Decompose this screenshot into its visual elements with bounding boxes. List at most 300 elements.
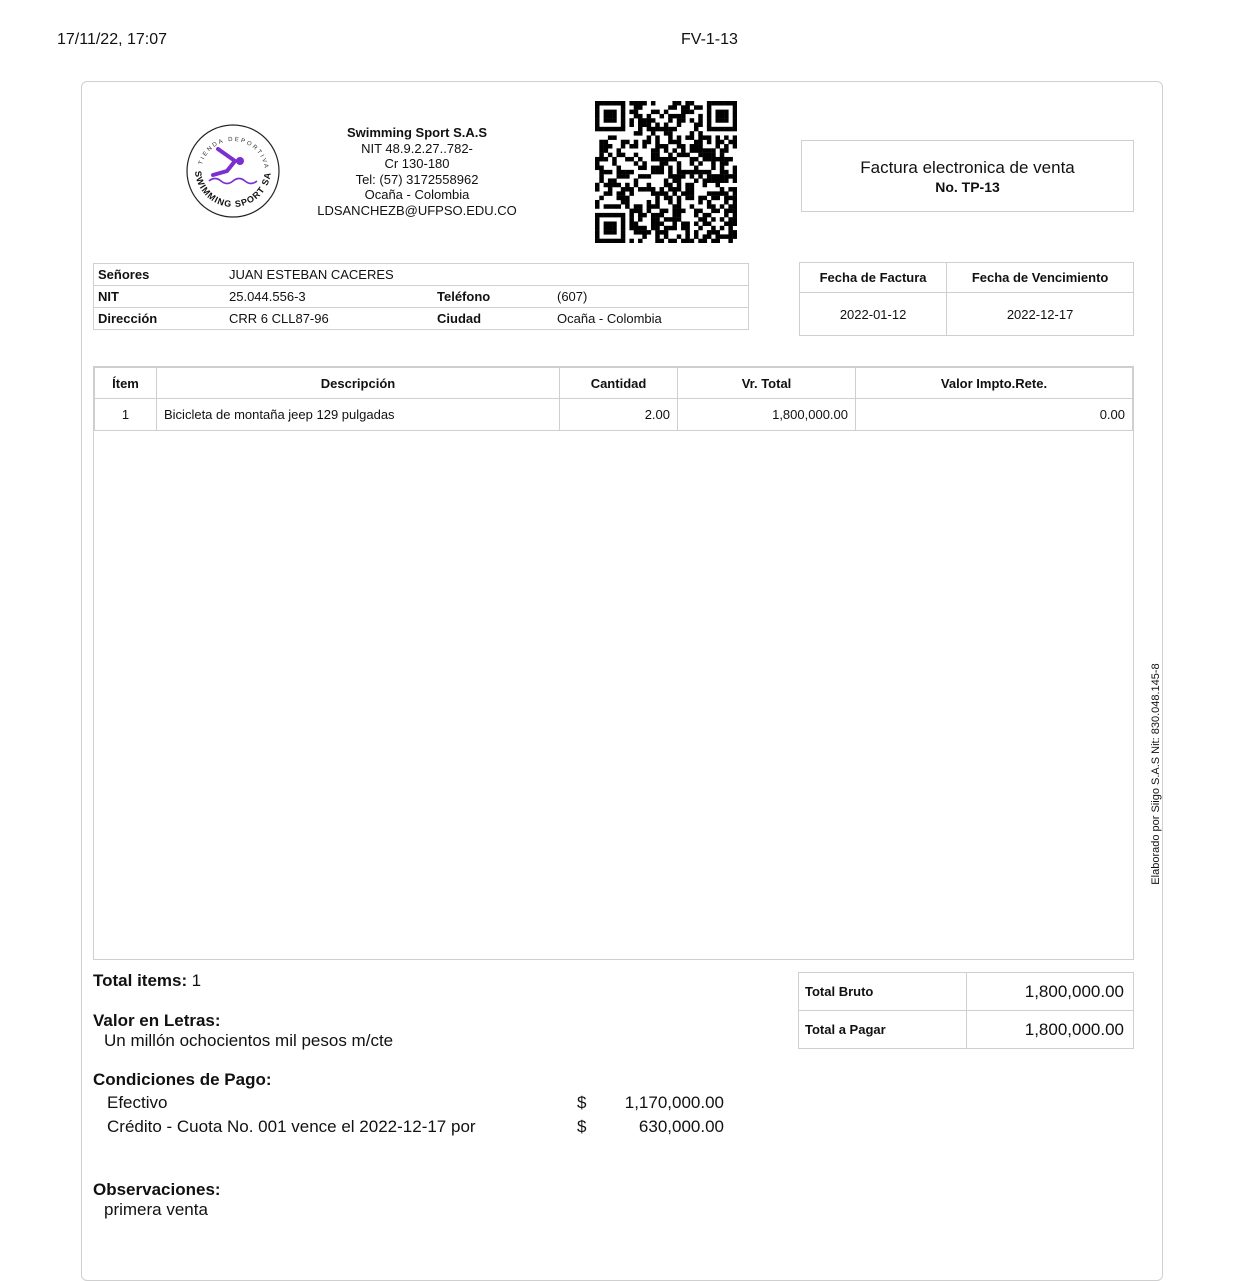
qr-module bbox=[629, 191, 634, 196]
qr-module bbox=[677, 200, 682, 205]
qr-module bbox=[625, 174, 630, 179]
qr-module bbox=[621, 140, 626, 145]
qr-module bbox=[685, 230, 690, 235]
qr-module bbox=[720, 170, 725, 175]
qr-module bbox=[720, 178, 725, 183]
qr-module bbox=[690, 144, 695, 149]
qr-module bbox=[664, 234, 669, 239]
qr-module bbox=[651, 166, 656, 171]
qr-module bbox=[690, 170, 695, 175]
qr-module bbox=[677, 123, 682, 128]
qr-module bbox=[621, 170, 626, 175]
qr-module bbox=[638, 187, 643, 192]
total-pagar-label: Total a Pagar bbox=[799, 1011, 967, 1049]
qr-module bbox=[707, 127, 712, 132]
qr-module bbox=[715, 191, 720, 196]
qr-module bbox=[595, 226, 600, 231]
qr-module bbox=[677, 153, 682, 158]
qr-module bbox=[720, 110, 725, 115]
qr-module bbox=[608, 127, 613, 132]
qr-module bbox=[668, 217, 673, 222]
qr-module bbox=[604, 148, 609, 153]
qr-module bbox=[672, 157, 677, 162]
qr-module bbox=[664, 196, 669, 201]
qr-module bbox=[634, 178, 639, 183]
qr-module bbox=[634, 226, 639, 231]
qr-module bbox=[621, 153, 626, 158]
totals-table bbox=[798, 972, 1134, 1049]
qr-module bbox=[711, 204, 716, 209]
qr-module bbox=[677, 178, 682, 183]
qr-module bbox=[681, 114, 686, 119]
qr-module bbox=[625, 204, 630, 209]
qr-module bbox=[685, 191, 690, 196]
qr-module bbox=[642, 140, 647, 145]
qr-module bbox=[698, 118, 703, 123]
qr-module bbox=[711, 157, 716, 162]
qr-module bbox=[711, 166, 716, 171]
qr-module bbox=[698, 123, 703, 128]
qr-module bbox=[625, 140, 630, 145]
qr-module bbox=[728, 101, 733, 106]
qr-module bbox=[660, 161, 665, 166]
qr-module bbox=[599, 144, 604, 149]
qr-module bbox=[672, 209, 677, 214]
pago-currency-0: $ bbox=[577, 1093, 587, 1112]
qr-module bbox=[698, 196, 703, 201]
qr-module bbox=[677, 187, 682, 192]
qr-module bbox=[672, 191, 677, 196]
qr-module bbox=[599, 170, 604, 175]
qr-module bbox=[664, 131, 669, 136]
qr-module bbox=[672, 213, 677, 218]
qr-module bbox=[655, 230, 660, 235]
qr-module bbox=[651, 204, 656, 209]
qr-module bbox=[715, 174, 720, 179]
qr-module bbox=[703, 157, 708, 162]
qr-module bbox=[711, 101, 716, 106]
qr-module bbox=[604, 230, 609, 235]
qr-module bbox=[629, 144, 634, 149]
qr-module bbox=[660, 157, 665, 162]
qr-module bbox=[707, 118, 712, 123]
qr-module bbox=[681, 144, 686, 149]
qr-module bbox=[655, 157, 660, 162]
qr-module bbox=[621, 110, 626, 115]
qr-module bbox=[685, 221, 690, 226]
qr-module bbox=[694, 234, 699, 239]
qr-module bbox=[660, 221, 665, 226]
qr-module bbox=[655, 200, 660, 205]
qr-module bbox=[664, 191, 669, 196]
qr-module bbox=[668, 183, 673, 188]
qr-module bbox=[715, 118, 720, 123]
qr-module bbox=[621, 144, 626, 149]
qr-module bbox=[694, 140, 699, 145]
qr-module bbox=[647, 174, 652, 179]
qr-module bbox=[707, 114, 712, 119]
qr-module bbox=[642, 123, 647, 128]
qr-module bbox=[690, 187, 695, 192]
qr-module bbox=[664, 157, 669, 162]
qr-module bbox=[664, 209, 669, 214]
ciudad-label: Ciudad bbox=[433, 308, 553, 330]
qr-module bbox=[720, 234, 725, 239]
qr-module bbox=[685, 226, 690, 231]
senores-value: JUAN ESTEBAN CACERES bbox=[225, 264, 749, 286]
qr-module bbox=[707, 110, 712, 115]
qr-module bbox=[595, 123, 600, 128]
qr-module bbox=[724, 148, 729, 153]
qr-module bbox=[677, 213, 682, 218]
qr-module bbox=[638, 213, 643, 218]
qr-module bbox=[655, 213, 660, 218]
qr-module bbox=[621, 196, 626, 201]
qr-module bbox=[707, 148, 712, 153]
qr-module bbox=[621, 234, 626, 239]
qr-module bbox=[728, 127, 733, 132]
qr-module bbox=[724, 127, 729, 132]
qr-module bbox=[703, 217, 708, 222]
qr-module bbox=[677, 161, 682, 166]
qr-module bbox=[617, 183, 622, 188]
qr-module bbox=[625, 196, 630, 201]
qr-module bbox=[728, 140, 733, 145]
qr-module bbox=[733, 135, 737, 140]
qr-module bbox=[638, 209, 643, 214]
qr-module bbox=[621, 213, 626, 218]
qr-module bbox=[599, 140, 604, 145]
qr-module bbox=[715, 234, 720, 239]
col-descripcion: Descripción bbox=[157, 368, 560, 399]
qr-module bbox=[651, 191, 656, 196]
qr-module bbox=[698, 148, 703, 153]
total-items-label: Total items: bbox=[93, 971, 188, 990]
qr-module bbox=[690, 183, 695, 188]
qr-module bbox=[617, 127, 622, 132]
qr-module bbox=[651, 110, 656, 115]
qr-module bbox=[625, 200, 630, 205]
qr-module bbox=[690, 174, 695, 179]
qr-module bbox=[715, 230, 720, 235]
qr-module bbox=[690, 110, 695, 115]
qr-module bbox=[707, 230, 712, 235]
qr-module bbox=[634, 153, 639, 158]
qr-module bbox=[720, 187, 725, 192]
qr-module bbox=[685, 196, 690, 201]
col-total: Vr. Total bbox=[678, 368, 856, 399]
qr-module bbox=[677, 209, 682, 214]
company-name: Swimming Sport S.A.S bbox=[346, 125, 488, 140]
qr-module bbox=[621, 127, 626, 132]
qr-module bbox=[715, 239, 720, 243]
qr-module bbox=[711, 196, 716, 201]
qr-module bbox=[728, 239, 733, 243]
qr-module bbox=[698, 239, 703, 243]
qr-module bbox=[733, 127, 737, 132]
qr-module bbox=[703, 196, 708, 201]
qr-module bbox=[651, 101, 656, 106]
qr-module bbox=[595, 204, 600, 209]
qr-module bbox=[677, 118, 682, 123]
qr-module bbox=[599, 239, 604, 243]
company-logo bbox=[183, 123, 283, 219]
qr-module bbox=[642, 101, 647, 106]
qr-module bbox=[629, 217, 634, 222]
ciudad-value: Ocaña - Colombia bbox=[553, 308, 749, 330]
cell-cantidad: 2.00 bbox=[560, 399, 678, 431]
qr-module bbox=[724, 200, 729, 205]
qr-module bbox=[634, 230, 639, 235]
qr-module bbox=[698, 131, 703, 136]
nit-label: NIT bbox=[94, 286, 226, 308]
qr-module bbox=[608, 221, 613, 226]
qr-module bbox=[595, 127, 600, 132]
qr-module bbox=[681, 148, 686, 153]
qr-module bbox=[707, 105, 712, 110]
qr-module bbox=[707, 204, 712, 209]
qr-module bbox=[690, 204, 695, 209]
qr-module bbox=[720, 161, 725, 166]
qr-module bbox=[707, 140, 712, 145]
qr-module bbox=[655, 123, 660, 128]
qr-module bbox=[621, 191, 626, 196]
qr-module bbox=[660, 209, 665, 214]
qr-module bbox=[595, 161, 600, 166]
qr-module bbox=[707, 153, 712, 158]
qr-module bbox=[647, 200, 652, 205]
qr-module bbox=[698, 105, 703, 110]
qr-module bbox=[733, 204, 737, 209]
qr-module bbox=[612, 161, 617, 166]
invoice-number: No. TP-13 bbox=[935, 179, 1000, 195]
fecha-factura-label: Fecha de Factura bbox=[800, 263, 947, 293]
qr-module bbox=[612, 239, 617, 243]
qr-module bbox=[655, 127, 660, 132]
qr-module bbox=[707, 221, 712, 226]
client-row-nit bbox=[94, 286, 749, 308]
qr-module bbox=[651, 226, 656, 231]
qr-module bbox=[647, 114, 652, 119]
qr-module bbox=[617, 174, 622, 179]
total-items-value: 1 bbox=[191, 971, 202, 990]
qr-module bbox=[651, 157, 656, 162]
qr-module bbox=[694, 157, 699, 162]
qr-module bbox=[694, 123, 699, 128]
qr-module bbox=[690, 157, 695, 162]
qr-module bbox=[733, 230, 737, 235]
qr-module bbox=[703, 213, 708, 218]
qr-module bbox=[711, 191, 716, 196]
qr-module bbox=[608, 153, 613, 158]
qr-module bbox=[685, 135, 690, 140]
qr-module bbox=[647, 123, 652, 128]
qr-module bbox=[724, 144, 729, 149]
qr-module bbox=[660, 166, 665, 171]
qr-module bbox=[660, 213, 665, 218]
qr-module bbox=[677, 101, 682, 106]
qr-module bbox=[728, 174, 733, 179]
qr-module bbox=[617, 166, 622, 171]
qr-module bbox=[681, 191, 686, 196]
qr-module bbox=[715, 157, 720, 162]
qr-module bbox=[677, 174, 682, 179]
qr-module bbox=[612, 204, 617, 209]
qr-module bbox=[733, 118, 737, 123]
qr-module bbox=[703, 148, 708, 153]
client-row-direccion bbox=[94, 308, 749, 330]
qr-module bbox=[698, 144, 703, 149]
qr-module bbox=[595, 213, 600, 218]
qr-module bbox=[668, 127, 673, 132]
observaciones-value: primera venta bbox=[104, 1200, 208, 1219]
qr-module bbox=[612, 101, 617, 106]
qr-module bbox=[595, 101, 600, 106]
qr-module bbox=[629, 101, 634, 106]
qr-module bbox=[707, 101, 712, 106]
qr-module bbox=[608, 226, 613, 231]
qr-module bbox=[690, 135, 695, 140]
qr-module bbox=[612, 183, 617, 188]
qr-module bbox=[638, 217, 643, 222]
side-note bbox=[1146, 660, 1166, 895]
qr-module bbox=[694, 144, 699, 149]
qr-module bbox=[612, 135, 617, 140]
qr-module bbox=[681, 226, 686, 231]
qr-module bbox=[685, 170, 690, 175]
qr-module bbox=[604, 157, 609, 162]
qr-module bbox=[672, 204, 677, 209]
qr-module bbox=[660, 114, 665, 119]
qr-module bbox=[728, 157, 733, 162]
qr-module bbox=[720, 148, 725, 153]
qr-module bbox=[720, 174, 725, 179]
qr-module bbox=[660, 170, 665, 175]
print-datetime: 17/11/22, 17:07 bbox=[57, 31, 168, 48]
qr-module bbox=[634, 209, 639, 214]
qr-module bbox=[638, 204, 643, 209]
qr-module bbox=[617, 153, 622, 158]
qr-module bbox=[694, 178, 699, 183]
qr-module bbox=[668, 140, 673, 145]
qr-module bbox=[655, 221, 660, 226]
qr-module bbox=[707, 213, 712, 218]
qr-module bbox=[625, 157, 630, 162]
qr-module bbox=[629, 226, 634, 231]
qr-module bbox=[672, 239, 677, 243]
qr-module bbox=[651, 213, 656, 218]
qr-module bbox=[651, 187, 656, 192]
qr-module bbox=[612, 178, 617, 183]
qr-module bbox=[690, 191, 695, 196]
qr-module bbox=[608, 230, 613, 235]
qr-module bbox=[655, 144, 660, 149]
qr-module bbox=[621, 221, 626, 226]
qr-module bbox=[694, 170, 699, 175]
qr-module bbox=[715, 196, 720, 201]
total-items bbox=[93, 971, 201, 991]
qr-module bbox=[724, 161, 729, 166]
qr-module bbox=[595, 221, 600, 226]
items-table bbox=[94, 367, 1133, 431]
qr-module bbox=[621, 226, 626, 231]
qr-module bbox=[629, 170, 634, 175]
qr-module bbox=[672, 178, 677, 183]
qr-module bbox=[604, 239, 609, 243]
qr-module bbox=[711, 148, 716, 153]
qr-module bbox=[625, 187, 630, 192]
qr-module bbox=[599, 101, 604, 106]
qr-module bbox=[595, 110, 600, 115]
qr-module bbox=[720, 101, 725, 106]
qr-module bbox=[703, 135, 708, 140]
qr-module bbox=[698, 217, 703, 222]
svg-text:TIENDA DEPORTIVA: TIENDA DEPORTIVA bbox=[198, 136, 269, 171]
company-tel: Tel: (57) 3172558962 bbox=[355, 171, 479, 187]
qr-module bbox=[668, 157, 673, 162]
qr-module bbox=[595, 200, 600, 205]
qr-module bbox=[668, 239, 673, 243]
qr-module bbox=[617, 239, 622, 243]
qr-module bbox=[681, 221, 686, 226]
qr-module bbox=[608, 114, 613, 119]
letras-value: Un millón ochocientos mil pesos m/cte bbox=[104, 1031, 394, 1050]
qr-module bbox=[664, 144, 669, 149]
qr-module bbox=[733, 221, 737, 226]
qr-module bbox=[651, 131, 656, 136]
qr-module bbox=[733, 170, 737, 175]
qr-module bbox=[608, 135, 613, 140]
qr-module bbox=[681, 118, 686, 123]
qr-module bbox=[715, 135, 720, 140]
qr-module bbox=[677, 144, 682, 149]
qr-module bbox=[685, 187, 690, 192]
qr-module bbox=[647, 230, 652, 235]
qr-module bbox=[694, 127, 699, 132]
items-frame bbox=[93, 366, 1134, 960]
cell-descripcion: Bicicleta de montaña jeep 129 pulgadas bbox=[157, 399, 560, 431]
qr-module bbox=[651, 127, 656, 132]
qr-module bbox=[604, 213, 609, 218]
qr-module bbox=[655, 196, 660, 201]
qr-module bbox=[612, 127, 617, 132]
qr-module bbox=[647, 209, 652, 214]
qr-module bbox=[655, 148, 660, 153]
observaciones-label: Observaciones: bbox=[93, 1180, 221, 1199]
qr-module bbox=[599, 157, 604, 162]
qr-module bbox=[728, 217, 733, 222]
qr-module bbox=[629, 239, 634, 243]
qr-module bbox=[638, 230, 643, 235]
qr-module bbox=[621, 101, 626, 106]
direccion-value: CRR 6 CLL87-96 bbox=[225, 308, 433, 330]
qr-module bbox=[642, 230, 647, 235]
qr-module bbox=[677, 183, 682, 188]
qr-module bbox=[664, 178, 669, 183]
qr-module bbox=[677, 170, 682, 175]
qr-module bbox=[634, 114, 639, 119]
qr-module bbox=[694, 213, 699, 218]
qr-module bbox=[720, 118, 725, 123]
qr-module bbox=[685, 153, 690, 158]
qr-module bbox=[647, 140, 652, 145]
qr-module bbox=[655, 226, 660, 231]
qr-module bbox=[634, 131, 639, 136]
qr-module bbox=[703, 170, 708, 175]
qr-module bbox=[681, 239, 686, 243]
qr-module bbox=[617, 170, 622, 175]
qr-module bbox=[608, 183, 613, 188]
